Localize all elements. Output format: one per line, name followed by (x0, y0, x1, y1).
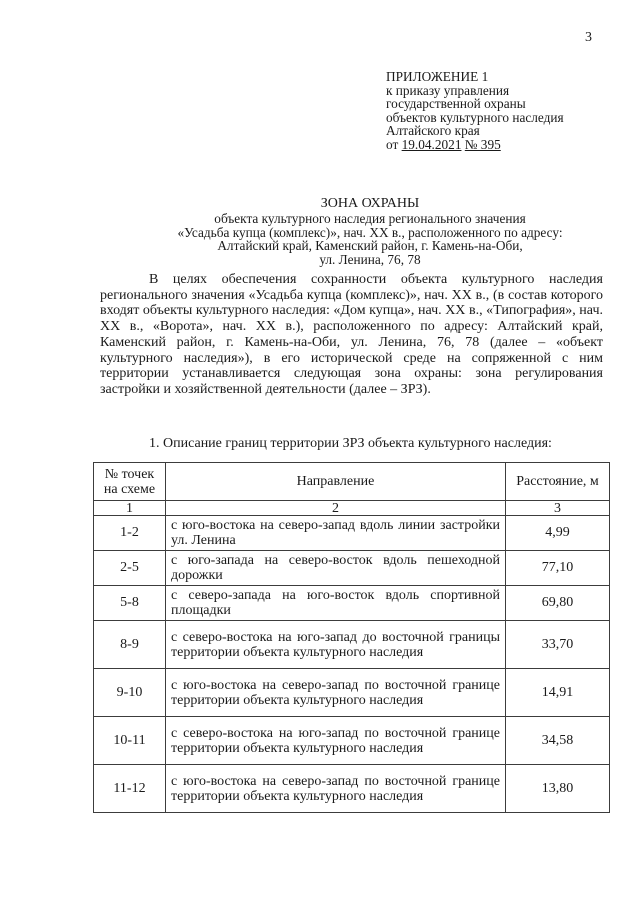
title-line: объекта культурного наследия регионального значения (214, 210, 526, 226)
appendix-line: государственной охраны (386, 96, 526, 111)
title-heading: ЗОНА ОХРАНЫ (320, 196, 420, 211)
direction-cell: с юго-востока на северо-запад по восточной границе территории объекта культурного наследия (166, 765, 506, 813)
column-number: 2 (166, 501, 506, 516)
column-number: 1 (94, 501, 166, 516)
points-cell: 1-2 (94, 516, 166, 551)
distance-cell: 14,91 (506, 669, 610, 717)
points-cell: 5-8 (94, 586, 166, 621)
table-row (94, 551, 610, 586)
direction-cell: с юго-востока на северо-запад вдоль линии застройки ул. Ленина (166, 516, 506, 551)
header-direction: Направление (166, 463, 506, 501)
direction-cell: с юго-запада на северо-восток вдоль пешеходной дорожки (166, 551, 506, 586)
section-heading: 1. Описание границ территории ЗРЗ объекта культурного наследия: (149, 436, 552, 451)
table-row (94, 516, 610, 551)
distance-cell: 13,80 (506, 765, 610, 813)
order-number: № 395 (464, 136, 501, 152)
appendix-line: к приказу управления (386, 82, 510, 98)
points-cell: 2-5 (94, 551, 166, 586)
points-cell: 11-12 (94, 765, 166, 813)
column-number: 3 (506, 501, 610, 516)
direction-cell: с северо-запада на юго-восток вдоль спортивной площадки (166, 586, 506, 621)
table-row (94, 669, 610, 717)
table-header-row (94, 463, 610, 501)
points-cell: 10-11 (94, 717, 166, 765)
date-prefix: от (386, 136, 399, 152)
distance-cell: 34,58 (506, 717, 610, 765)
distance-cell: 33,70 (506, 621, 610, 669)
direction-cell: с северо-востока на юго-запад по восточной границе территории объекта культурного наследия (166, 717, 506, 765)
appendix-line: Алтайского края (386, 123, 480, 138)
table-row (94, 586, 610, 621)
document-title (100, 197, 640, 267)
title-line: ул. Ленина, 76, 78 (319, 252, 421, 268)
distance-cell: 69,80 (506, 586, 610, 621)
page-number: 3 (585, 30, 592, 45)
table-row (94, 717, 610, 765)
appendix-title: ПРИЛОЖЕНИЕ 1 (386, 69, 489, 84)
boundary-table (93, 462, 610, 813)
header-distance: Расстояние, м (506, 463, 610, 501)
table-row (94, 621, 610, 669)
body-paragraph: В целях обеспечения сохранности объекта культурного наследия регионального значения «Усадьба купца (комплекс)», нач. XX в., (в состав которого входят объекты культурного наследия: «Дом купца», нач. XX в., «Типография», нач. XX в., «Ворота», нач. XX в.), расположенного по адресу: Алтайский край, Каменский район, г. Камень-на-Оби, ул. Ленина, 76, 78 (далее – «объект культурного наследия»), в его исторической среде на сопряженной с ним территории устанавливается следующая зона охраны: зона регулирования застройки и хозяйственной деятельности (далее – ЗРЗ). (100, 272, 603, 397)
appendix-header (386, 70, 564, 151)
appendix-date-line (386, 138, 564, 152)
title-line: «Усадьба купца (комплекс)», нач. XX в., расположенного по адресу: (177, 224, 563, 240)
distance-cell: 77,10 (506, 551, 610, 586)
order-date: 19.04.2021 (401, 136, 462, 152)
direction-cell: с северо-востока на юго-запад до восточной границы территории объекта культурного наследия (166, 621, 506, 669)
body-text (100, 272, 603, 398)
points-cell: 9-10 (94, 669, 166, 717)
appendix-line: объектов культурного наследия (386, 109, 564, 125)
points-cell: 8-9 (94, 621, 166, 669)
column-number-row (94, 501, 610, 516)
table-row (94, 765, 610, 813)
direction-cell: с юго-востока на северо-запад по восточной границе территории объекта культурного наследия (166, 669, 506, 717)
title-line: Алтайский край, Каменский район, г. Камень-на-Оби, (217, 238, 523, 254)
distance-cell: 4,99 (506, 516, 610, 551)
header-points: № точек на схеме (94, 463, 166, 501)
